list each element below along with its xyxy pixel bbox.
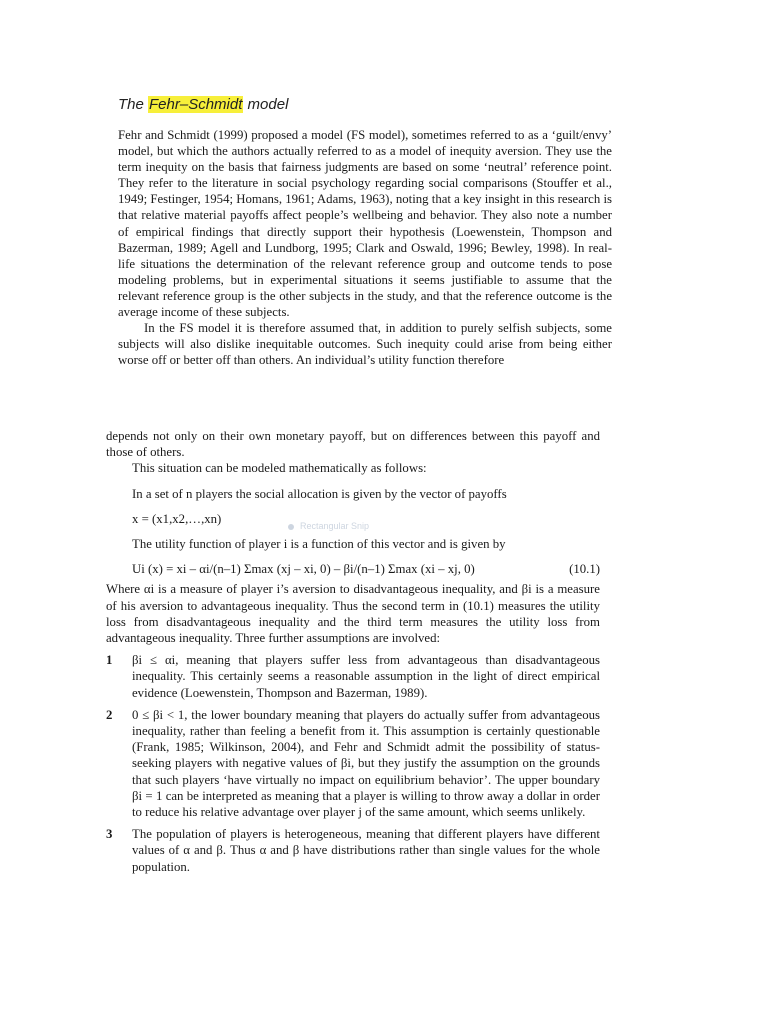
equation-number: (10.1) xyxy=(569,562,600,577)
assumption-number: 3 xyxy=(106,827,113,842)
assumption-number: 1 xyxy=(106,653,113,668)
continuation-text: depends not only on their own monetary payoff, but on differences between this payoff and those of others. xyxy=(106,429,600,460)
highlighted-text: Fehr–Schmidt xyxy=(149,96,243,113)
set-players-text: In a set of n players the social allocation is given by the vector of payoffs xyxy=(132,486,507,501)
title-suffix: model xyxy=(243,96,289,113)
assumption-text: The population of players is heterogeneous, meaning that different players have different values of α and β. Thus α and β have distributions rather than single values for the whole population. xyxy=(132,827,600,874)
utility-intro-text: The utility function of player i is a function of this vector and is given by xyxy=(132,537,506,552)
section-title xyxy=(118,96,288,113)
title-prefix: The xyxy=(118,96,149,113)
where-paragraph: Where αi is a measure of player i’s aversion to disadvantageous inequality, and βi is a measure of his aversion to advantageous inequality. Thus the second term in (10.1) measures the utility loss from disadvantageous inequality and the third term measures the utility loss from advantageous inequality. Three further assumptions are involved: xyxy=(106,582,600,646)
list-item xyxy=(106,707,600,820)
intro-text-block xyxy=(118,127,612,368)
equation-row xyxy=(106,561,600,577)
assumption-number: 2 xyxy=(106,707,113,722)
modeled-text: This situation can be modeled mathematically as follows: xyxy=(132,461,427,476)
assumption-text: βi ≤ αi, meaning that players suffer less from advantageous than disadvantageous inequality. This certainly seems a reasonable assumption in the light of direct empirical evidence (Loewenstein, Thompson and Bazerman, 1989). xyxy=(132,653,600,700)
paragraph-1: Fehr and Schmidt (1999) proposed a model (FS model), sometimes referred to as a ‘guilt/envy’ model, but which the authors actually referred to as a model of inequity aversion. They use the term inequity on the basis that fairness judgments are based on some ‘neutral’ reference point. They refer to the literature in social psychology regarding social comparisons (Stouffer et al., 1949; Festinger, 1954; Homans, 1961; Adams, 1963), noting that a key insight in this research is that relative material payoffs affect people’s wellbeing and behavior. They also note a number of empirical findings that directly support their hypothesis (Loewenstein, Thompson and Bazerman, 1989; Agell and Lundborg, 1995; Clark and Oswald, 1996; Bewley, 1998). In real-life situations the determination of the relevant reference group and outcome tends to pose modeling problems, but in experimental situations it seems justifiable to assume that the relevant reference group is the other subjects in the study, and that the reference outcome is the average income of these subjects. xyxy=(118,128,612,320)
assumption-text: 0 ≤ βi < 1, the lower boundary meaning that players do actually suffer from advantageous inequality, rather than feeling a benefit from it. This assumption is certainly questionable (Frank, 1985; Wilkinson, 2004), and Fehr and Schmidt admit the possibility of status-seeking players with negative values of βi, but they justify the assumption on the grounds that such players ‘have virtually no impact on equilibrium behavior’. The upper boundary βi = 1 can be interpreted as meaning that a player is willing to throw away a dollar in order to reduce his relative advantage over player j of the same amount, which seems unlikely. xyxy=(132,707,600,820)
payoff-vector: x = (x1,x2,…,xn) xyxy=(132,511,222,526)
model-text-block xyxy=(106,428,600,881)
assumptions-list xyxy=(106,652,600,875)
utility-equation: Ui (x) = xi – αi/(n–1) Σmax (xj – xi, 0) – βi/(n–1) Σmax (xi – xj, 0) xyxy=(132,562,475,577)
snip-label: Rectangular Snip xyxy=(300,521,370,531)
paragraph-2: In the FS model it is therefore assumed that, in addition to purely selfish subjects, some subjects will also dislike inequitable outcomes. Such inequity could arise from being either worse off or better off than others. An individual’s utility function therefore xyxy=(118,321,612,368)
list-item xyxy=(106,826,600,875)
list-item xyxy=(106,652,600,701)
